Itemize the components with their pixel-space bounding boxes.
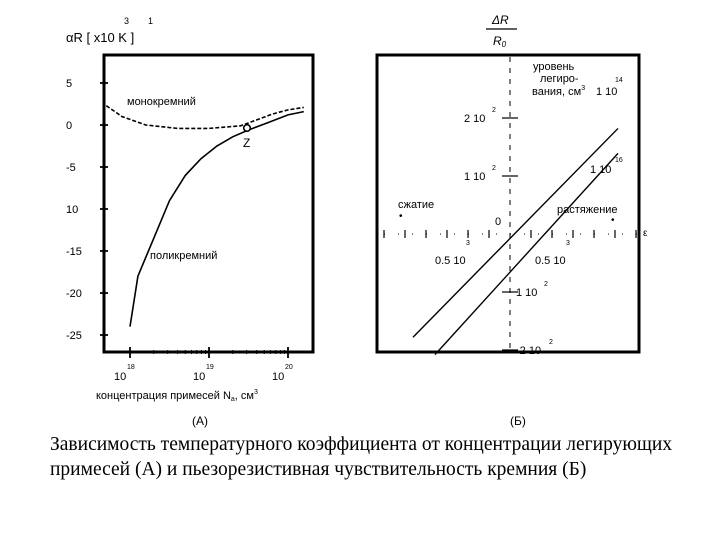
series-label-polycrystal: поликремний: [150, 250, 218, 262]
panel-b: [377, 13, 648, 428]
b-ytick-label: -2 10: [516, 345, 542, 357]
b-ytick-exponent: 2: [492, 165, 496, 172]
ylabel-denominator-subscript: 0: [501, 40, 507, 49]
panel-a-label: (А): [192, 414, 208, 428]
x-axis-label-unit: см: [240, 390, 254, 402]
a-ytick-label: -25: [66, 330, 82, 342]
b-xtick-label: 0.5 10: [435, 255, 466, 267]
a-ytick-label: -5: [66, 162, 76, 174]
series-doping-1e14-line: [413, 128, 618, 337]
series-doping-1e14-label: 1 10: [596, 86, 618, 98]
strain-axis-label: ε: [643, 228, 648, 239]
panel-a-x-axis-label: концентрация примесей Na, $см^3$: [96, 389, 258, 403]
b-ytick-exponent: 2: [549, 339, 553, 346]
b-xtick-label: 0.5 10: [535, 255, 566, 267]
series-label-exponent: 14: [615, 77, 623, 84]
x-axis-label-unit-exp: 3: [253, 389, 258, 396]
panel-b-ylabel-numerator: ΔR: [492, 13, 509, 27]
a-ytick-label: -15: [66, 246, 82, 258]
a-xtick-label: 10: [272, 371, 285, 383]
a-ytick-label: -20: [66, 288, 82, 300]
a-ytick-label: 5: [66, 78, 73, 90]
series-label-monocrystal: монокремний: [127, 96, 196, 108]
legend-title-line-2: легиро-: [540, 73, 579, 85]
b-ytick-label: 2 10: [464, 113, 486, 125]
series-doping-1e16-label: 1 10: [590, 164, 612, 176]
b-ytick-label: 1 10: [464, 171, 486, 183]
series-label-exponent: 16: [615, 157, 623, 164]
a-ytick-label: 0: [66, 120, 73, 132]
x-axis-label-subscript: a: [230, 396, 235, 403]
a-xtick-exponent: 20: [285, 364, 293, 371]
panel-b-label: (Б): [510, 414, 526, 428]
legend-title-exp: 3: [581, 85, 586, 92]
legend-title-line-3: вания, $см^3$: [532, 85, 586, 98]
tension-arrow: •: [611, 215, 615, 226]
series-polycrystal-line: [130, 112, 304, 327]
origin-label: 0: [495, 216, 502, 228]
tension-label: растяжение: [557, 204, 618, 216]
b-ytick-exponent: 2: [492, 107, 496, 114]
panel-a-y-axis-label-exp-2: 1: [148, 16, 154, 26]
legend-title-line-1: уровень: [533, 61, 575, 73]
a-xtick-exponent: 18: [127, 364, 135, 371]
compression-arrow: •: [399, 211, 403, 222]
b-xtick-exponent: 3: [466, 240, 470, 247]
point-z-marker: [244, 125, 251, 132]
b-xtick-exponent: 3: [566, 240, 570, 247]
b-ytick-exponent: 2: [544, 281, 548, 288]
compression-label: сжатие: [398, 199, 435, 211]
b-ytick-label: 1 10: [516, 287, 538, 299]
series-monocrystal-line: [106, 106, 303, 129]
a-xtick-exponent: 19: [206, 364, 214, 371]
series-doping-1e16-line: [435, 153, 618, 354]
a-ytick-label: 10: [66, 204, 79, 216]
a-xtick-label: 10: [114, 371, 127, 383]
a-xtick-label: 10: [193, 371, 206, 383]
panel-b-ylabel-denominator: R0: [493, 34, 507, 49]
x-axis-label-main: концентрация примесей N: [96, 390, 231, 402]
point-z-label: Z: [243, 136, 251, 150]
panel-a-y-axis-label: αR [ x10 K ]: [66, 30, 135, 45]
panel-a: [66, 16, 313, 428]
panel-a-y-axis-label-exp-1: 3: [124, 16, 130, 26]
figure-caption: Зависимость температурного коэффициента от концентрации легирующих примесей (А) и пьезорезистивная чувствительность кремния (Б): [50, 434, 673, 480]
